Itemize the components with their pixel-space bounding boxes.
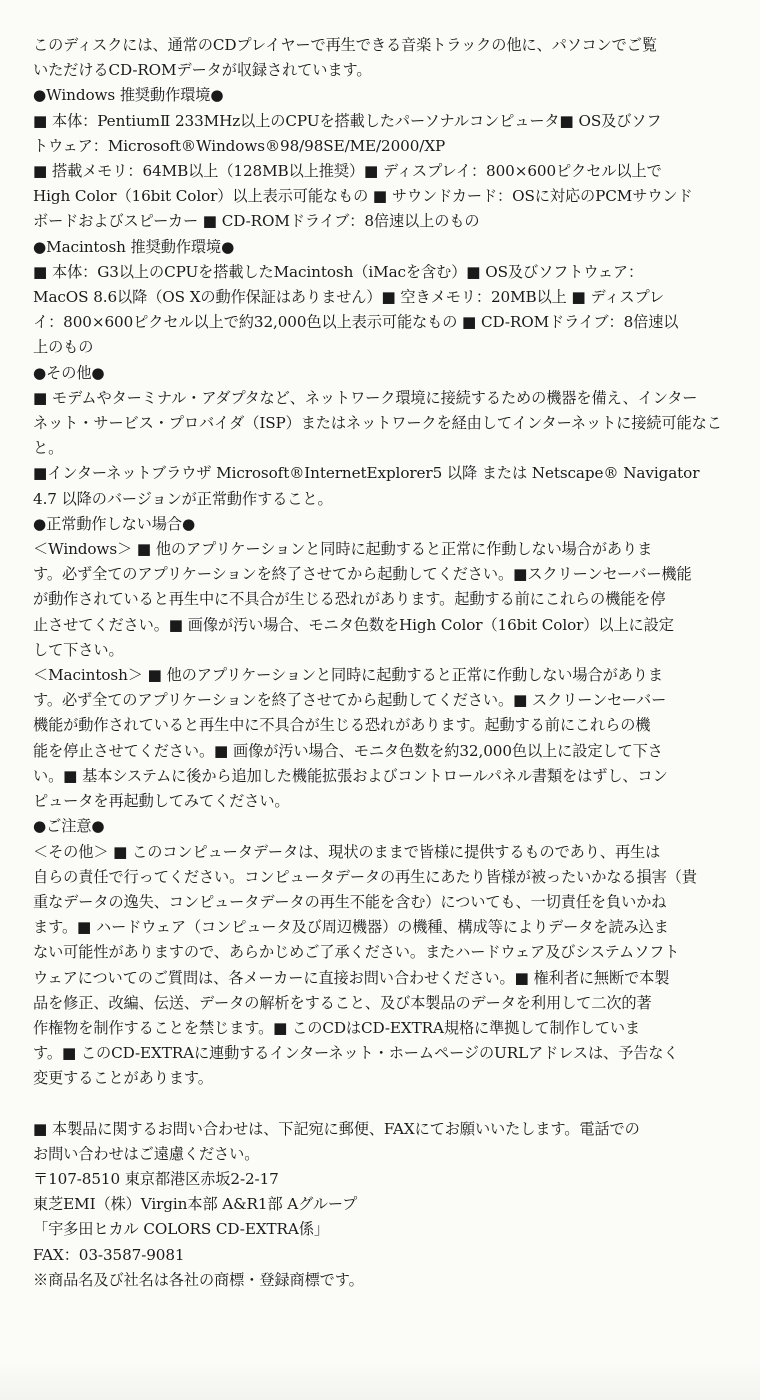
inquiry-section — [33, 1117, 730, 1293]
malfunction-section — [33, 512, 730, 814]
malfunction-windows-text: ＜Windows＞ ■ 他のアプリケーションと同時に起動すると正常に作動しない場合がありま す。必ず全てのアプリケーションを終了させてから起動してください。■スクリーンセーバー機能 が動作されていると再生中に不具合が生じる恐れがあります。起動する前にこれらの機能を停 止させてください。■ 画像が汚い場合、モニタ色数をHigh Color（16bit Color）以上に設定 して下さい。 — [33, 540, 692, 659]
inquiry-text: ■ 本製品に関するお問い合わせは、下記宛に郵便、FAXにてお願いいたします。電話での お問い合わせはご遠慮ください。 — [33, 1119, 640, 1163]
other-requirements-section — [33, 361, 730, 512]
trademark-note: ※商品名及び社名は各社の商標・登録商標です。 — [33, 1270, 364, 1289]
macintosh-requirements-text: ■ 本体：G3以上のCPUを搭載したMacintosh（iMacを含む）■ OS及びソフトウェア： MacOS 8.6以降（OS Xの動作保証はありません）■ 空きメモリ：20MB以上 ■ ディスプレ イ：800×600ピクセル以上で約32,000色以上表示可能なもの ■ CD-ROMドライブ：8倍速以 上のもの — [33, 262, 679, 357]
inquiry-attention: 「宇多田ヒカル COLORS CD-EXTRA係」 — [33, 1220, 329, 1239]
other-requirements-heading: ●その他● — [33, 363, 105, 382]
malfunction-macintosh-text: ＜Macintosh＞ ■ 他のアプリケーションと同時に起動すると正常に作動しない場合がありま す。必ず全てのアプリケーションを終了させてから起動してください。■ スクリーンセーバー 機能が動作されていると再生中に不具合が生じる恐れがあります。起動する前にこれらの機 能を停止させてください。■ 画像が汚い場合、モニタ色数を約32,000色以上に設定して下さ い。■ 基本システムに後から追加した機能拡張およびコントロールパネル書類をはずし、コン ピュータを再起動してみてください。 — [33, 666, 668, 811]
intro-section — [33, 33, 730, 83]
other-requirements-text: ■ モデムやターミナル・アダプタなど、ネットワーク環境に接続するための機器を備え、インター ネット・サービス・プロバイダ（ISP）またはネットワークを経由してインターネットに接続可能なこと。 ■インターネットブラウザ Microsoft®InternetExplorer5 以降 または Netscape® Navigator 4.7 以降のバージョンが正常動作すること。 — [33, 388, 722, 508]
windows-requirements-section — [33, 83, 730, 234]
macintosh-requirements-heading: ●Macintosh 推奨動作環境● — [33, 237, 235, 256]
malfunction-heading: ●正常動作しない場合● — [33, 514, 196, 533]
section-spacer — [33, 1092, 730, 1117]
notice-section — [33, 814, 730, 1091]
intro-text: このディスクには、通常のCDプレイヤーで再生できる音楽トラックの他に、パソコンでご覧 いただけるCD-ROMデータが収録されています。 — [33, 36, 657, 80]
macintosh-requirements-section — [33, 235, 730, 361]
postal-address: 〒107-8510 東京都港区赤坂2-2-17 — [33, 1169, 279, 1188]
notice-heading: ●ご注意● — [33, 817, 105, 836]
company-name: 東芝EMI（株）Virgin本部 A&R1部 Aグループ — [33, 1195, 358, 1214]
notice-text: ＜その他＞ ■ このコンピュータデータは、現状のままで皆様に提供するものであり、再生は 自らの責任で行ってください。コンピュータデータの再生にあたり皆様が被ったいかなる損害（貴 重なデータの逸失、コンピュータデータの再生不能を含む）についても、一切責任を負いかね ます。■ ハードウェア（コンピュータ及び周辺機器）の機種、構成等によりデータを読み込ま ない可能性がありますので、あらかじめご了承ください。またハードウェア及びシステムソフト ウェアについてのご質問は、各メーカーに直接お問い合わせください。■ 権利者に無断で本製 品を修正、改編、伝送、データの解析をすること、及び本製品のデータを利用して二次的著 作権物を制作することを禁じます。■ このCDはCD-EXTRA規格に準拠して制作していま す。■ このCD-EXTRAに連動するインターネット・ホームページのURLアドレスは、予告なく 変更することがあります。 — [33, 842, 697, 1088]
windows-requirements-text: ■ 本体：PentiumⅡ 233MHz以上のCPUを搭載したパーソナルコンピュータ■ OS及びソフ トウェア：Microsoft®Windows®98/98SE/ME/2000/XP ■ 搭載メモリ：64MB以上（128MB以上推奨）■ ディスプレイ：800×600ピクセル以上で High Color（16bit Color）以上表示可能なもの ■ サウンドカード：OSに対応のPCMサウンド ボードおよびスピーカー ■ CD-ROMドライブ：8倍速以上のもの — [33, 111, 693, 231]
fax-number: FAX：03-3587-9081 — [33, 1245, 185, 1264]
windows-requirements-heading: ●Windows 推奨動作環境● — [33, 86, 224, 105]
